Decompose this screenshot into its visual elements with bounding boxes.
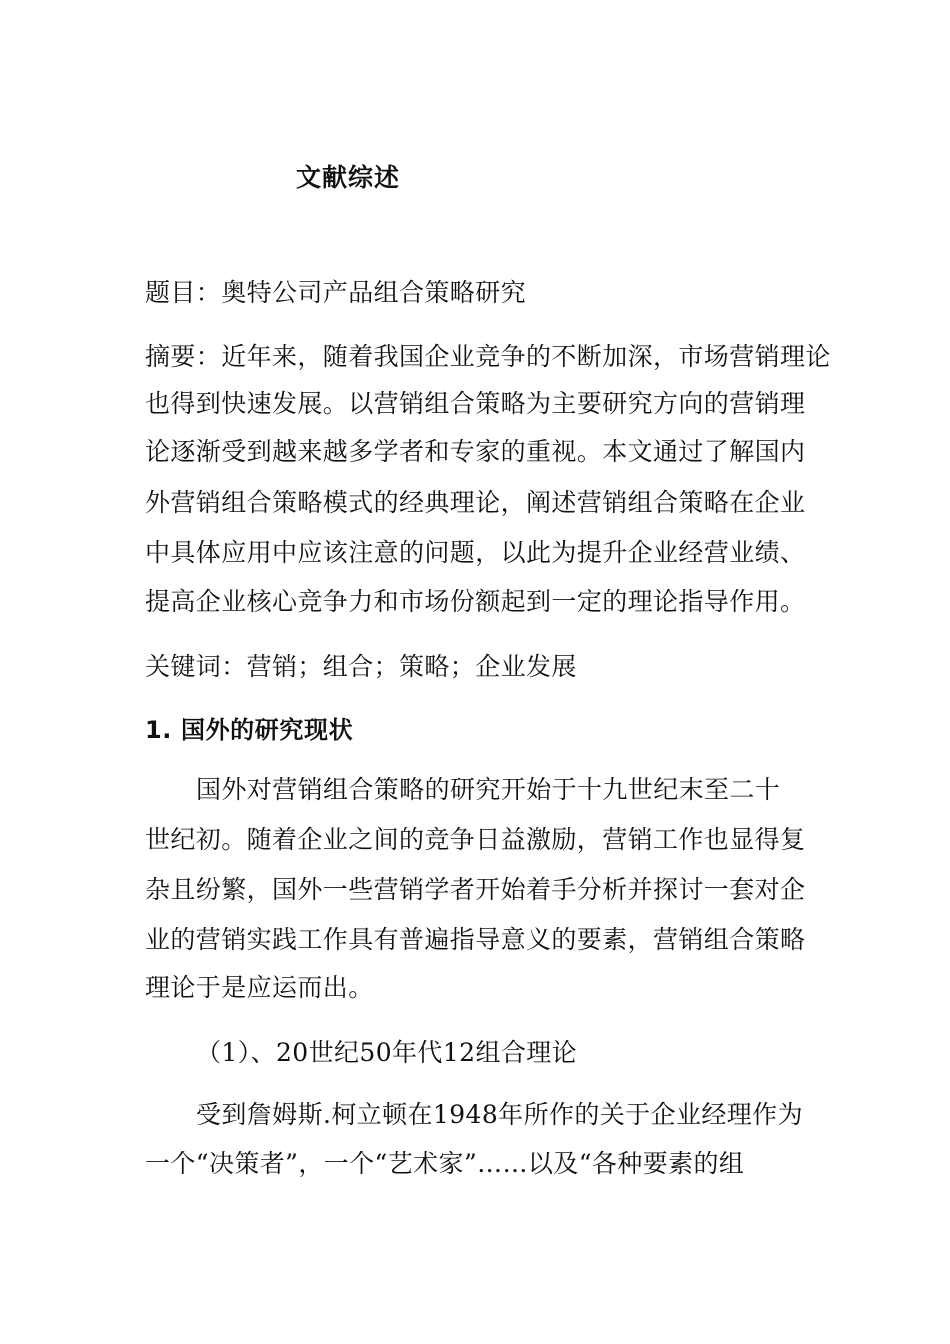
paragraph-line: 受到詹姆斯.柯立顿在1948年所作的关于企业经理作为: [196, 1100, 803, 1129]
section-heading: 1. 国外的研究现状: [145, 716, 354, 744]
abstract-line: 也得到快速发展。以营销组合策略为主要研究方向的营销理: [145, 389, 806, 418]
abstract-line: 论逐渐受到越来越多学者和专家的重视。本文通过了解国内: [145, 437, 806, 466]
abstract-line: 中具体应用中应该注意的问题，以此为提升企业经营业绩、: [145, 538, 806, 567]
paragraph-line: 世纪初。随着企业之间的竞争日益激励，营销工作也显得复: [145, 825, 806, 854]
subsection-heading: （1）、20世纪50年代12组合理论: [196, 1038, 578, 1067]
keywords-line: 关键词：营销；组合；策略；企业发展: [145, 652, 577, 681]
abstract-line: 摘要：近年来，随着我国企业竞争的不断加深，市场营销理论: [145, 342, 831, 371]
topic-line: 题目：奥特公司产品组合策略研究: [145, 278, 527, 307]
abstract-line: 外营销组合策略模式的经典理论，阐述营销组合策略在企业: [145, 488, 806, 517]
paragraph-line: 国外对营销组合策略的研究开始于十九世纪末至二十: [196, 775, 781, 804]
paragraph-line: 理论于是应运而出。: [145, 973, 374, 1002]
paragraph-line: 业的营销实践工作具有普遍指导意义的要素，营销组合策略: [145, 925, 806, 954]
abstract-line: 提高企业核心竞争力和市场份额起到一定的理论指导作用。: [145, 587, 806, 616]
document-title: 文献综述: [296, 163, 401, 192]
paragraph-line: 一个“决策者”，一个“艺术家”……以及“各种要素的组: [145, 1149, 745, 1178]
paragraph-line: 杂且纷繁，国外一些营销学者开始着手分析并探讨一套对企: [145, 875, 806, 904]
